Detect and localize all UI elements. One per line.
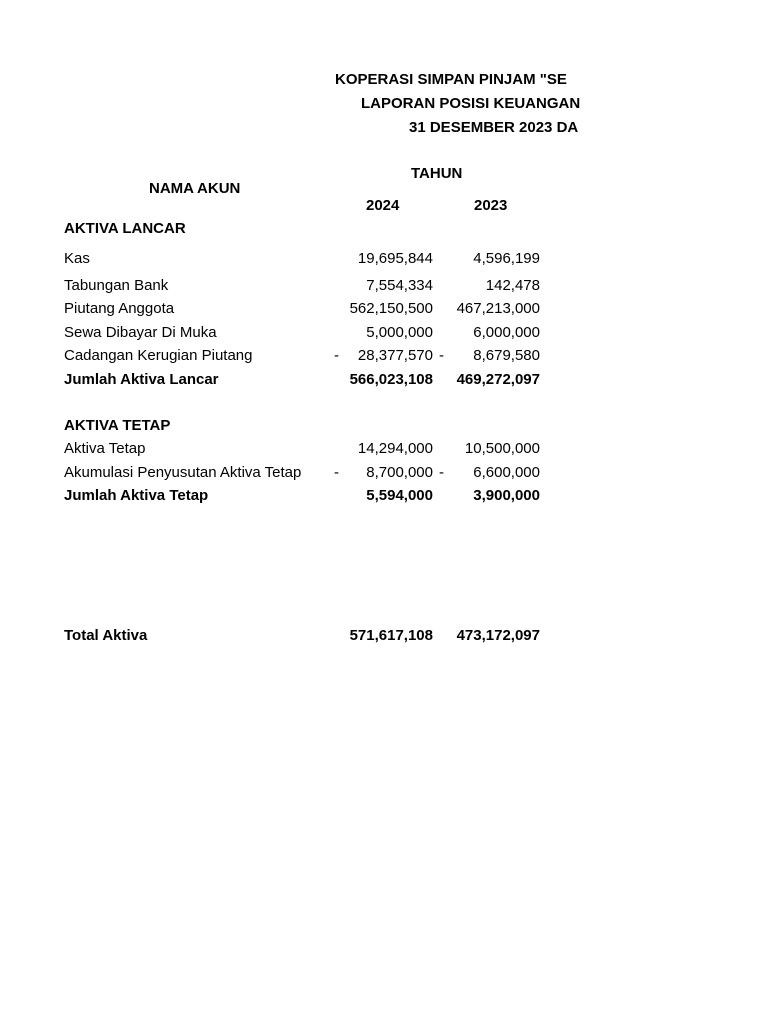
value-2023: 10,500,000 <box>464 440 540 457</box>
value-2024: 7,554,334 <box>366 277 433 294</box>
row-label: Jumlah Aktiva Lancar <box>64 371 219 388</box>
row-label: Piutang Anggota <box>64 300 175 317</box>
negative-sign-2023: - <box>439 464 444 481</box>
row-label: Aktiva Tetap <box>64 440 146 457</box>
row-label: Sewa Dibayar Di Muka <box>64 324 217 341</box>
value-2024: 19,695,844 <box>357 250 433 267</box>
value-2023: 473,172,097 <box>456 627 540 644</box>
row-label: Jumlah Aktiva Tetap <box>64 487 209 504</box>
value-2023: 4,596,199 <box>473 250 540 267</box>
row-label: Akumulasi Penyusutan Aktiva Tetap <box>64 464 302 481</box>
row-label: Total Aktiva <box>64 627 148 644</box>
value-2024: 28,377,570 <box>357 347 433 364</box>
report-title: LAPORAN POSISI KEUANGAN <box>361 95 581 112</box>
negative-sign-2024: - <box>334 464 339 481</box>
row-label: Kas <box>64 250 90 267</box>
column-header-2024: 2024 <box>366 197 400 214</box>
report-period: 31 DESEMBER 2023 DA <box>409 119 579 136</box>
cooperative-name: KOPERASI SIMPAN PINJAM "SE <box>335 71 567 88</box>
value-2024: 8,700,000 <box>366 464 433 481</box>
row-label: Cadangan Kerugian Piutang <box>64 347 253 364</box>
value-2023: 6,000,000 <box>473 324 540 341</box>
section-heading-aktiva-tetap: AKTIVA TETAP <box>64 417 171 434</box>
value-2023: 142,478 <box>485 277 540 294</box>
negative-sign-2023: - <box>439 347 444 364</box>
value-2024: 5,594,000 <box>366 487 433 504</box>
negative-sign-2024: - <box>334 347 339 364</box>
value-2023: 8,679,580 <box>473 347 540 364</box>
report-header <box>0 70 768 140</box>
value-2023: 469,272,097 <box>456 371 540 388</box>
value-2024: 562,150,500 <box>349 300 433 317</box>
value-2023: 3,900,000 <box>473 487 540 504</box>
value-2023: 467,213,000 <box>456 300 540 317</box>
column-header-2023: 2023 <box>474 197 508 214</box>
value-2024: 14,294,000 <box>357 440 433 457</box>
report-header-clip <box>0 70 581 140</box>
row-label: Tabungan Bank <box>64 277 169 294</box>
column-header-tahun: TAHUN <box>411 165 463 182</box>
value-2023: 6,600,000 <box>473 464 540 481</box>
value-2024: 571,617,108 <box>349 627 433 644</box>
value-2024: 566,023,108 <box>349 371 433 388</box>
section-heading-aktiva-lancar: AKTIVA LANCAR <box>64 220 186 237</box>
value-2024: 5,000,000 <box>366 324 433 341</box>
column-header-nama-akun: NAMA AKUN <box>149 180 241 197</box>
